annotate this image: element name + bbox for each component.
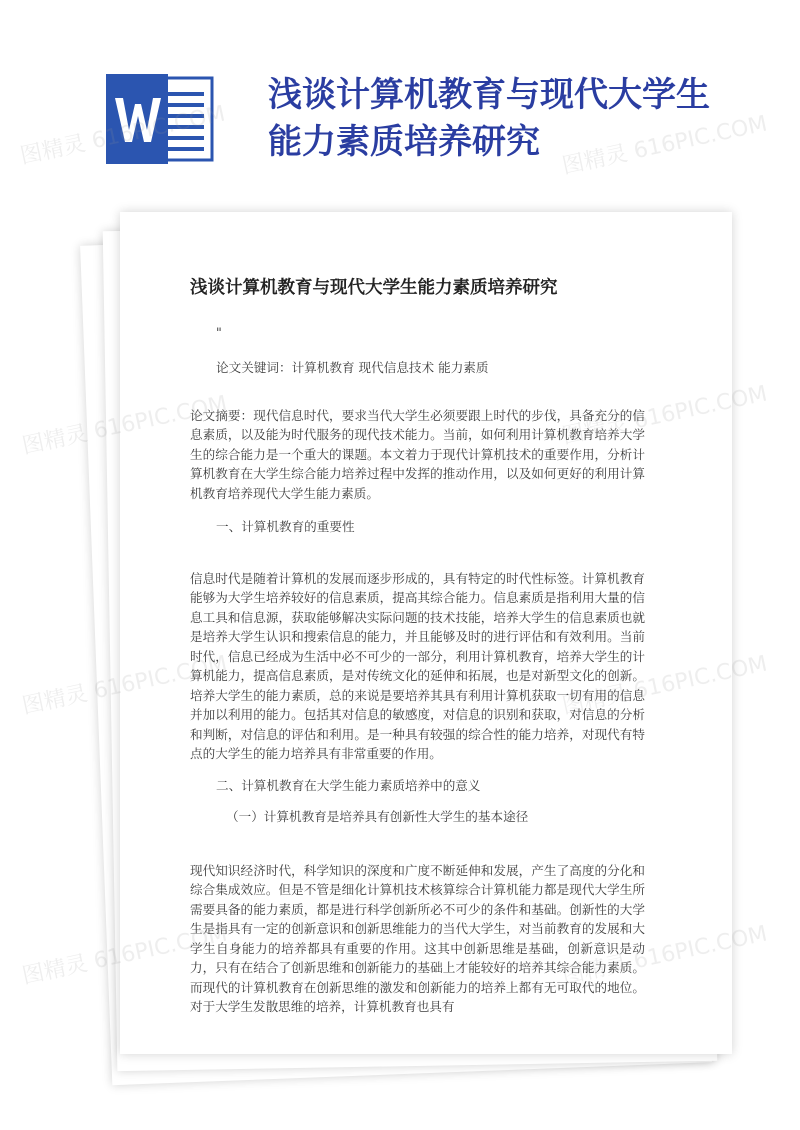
quote-mark: " bbox=[216, 325, 222, 340]
watermark: 图精灵 bbox=[20, 681, 90, 720]
section2-subheading: （一）计算机教育是培养具有创新性大学生的基本途径 bbox=[226, 809, 529, 824]
banner-title-line2: 能力素质培养研究 bbox=[268, 122, 540, 162]
banner-title-line1: 浅谈计算机教育与现代大学生 bbox=[268, 75, 710, 115]
watermark: 图精灵 bbox=[20, 421, 90, 460]
section1-paragraph: 信息时代是随着计算机的发展而逐步形成的，具有特定的时代性标签。计算机教育能够为大学生培养较好的信息素质，提高其综合能力。信息素质是指利用大量的信息工具和信息源，获取能够解决实际问题的技术技能，培养大学生的信息素质也就是培养大学生认识和搜索信息的能力，并且能够及时的进行评估和有效利用。当前时代，信息已经成为生活中必不可少的一部分，利用计算机教育，培养大学生的计算机能力，提高信息素质，是对传统文化的延伸和拓展，也是对新型文化的创新。培养大学生的能力素质，总的来说是要培养其具有利用计算机获取一切有用的信息并加以利用的能力。包括其对信息的敏感度，对信息的识别和获取，对信息的分析和判断，对信息的评估和利用。是一种具有较强的综合性的能力培养，对现代有特点的大学生的能力培养具有非常重要的作用。 bbox=[190, 570, 645, 761]
section2-paragraph: 现代知识经济时代，科学知识的深度和广度不断延伸和发展，产生了高度的分化和综合集成效应。但是不管是细化计算机技术核算综合计算机能力都是现代大学生所需要具备的能力素质，都是进行科学创新所必不可少的条件和基础。创新性的大学生是指具有一定的创新意识和创新思维能力的当代大学生，对当前教育的发展和大学生自身能力的培养都具有重要的作用。这其中创新思维是基础，创新意识是动力，只有在结合了创新思维和创新能力的基础上才能较好的培养其综合能力素质。而现代的计算机教育在创新思维的激发和创新能力的培养上都有无可取代的地位。对于大学生发散思维的培养，计算机教育也具有 bbox=[190, 862, 645, 1014]
abstract: 论文摘要：现代信息时代，要求当代大学生必须要跟上时代的步伐，具备充分的信息素质，以及能为时代服务的现代技术能力。当前，如何利用计算机教育培养大学生的综合能力是一个重大的课题。本文着力于现代计算机技术的重要作用，分析计算机教育在大学生综合能力培养过程中发挥的推动作用，以及如何更好的利用计算机教育培养现代大学生能力素质。 bbox=[190, 407, 645, 501]
document-title: 浅谈计算机教育与现代大学生能力素质培养研究 bbox=[190, 278, 558, 298]
document-body bbox=[190, 276, 645, 1029]
banner bbox=[0, 0, 800, 230]
watermark: 图精灵 616PIC.COM bbox=[560, 111, 770, 180]
watermark: 图精灵 bbox=[20, 951, 90, 990]
section1-heading: 一、计算机教育的重要性 bbox=[216, 519, 355, 534]
word-document-icon bbox=[106, 74, 214, 164]
section2-heading: 二、计算机教育在大学生能力素质培养中的意义 bbox=[216, 777, 481, 793]
watermark: 图精灵 bbox=[18, 131, 88, 170]
keywords: 论文关键词：计算机教育 现代信息技术 能力素质 bbox=[216, 360, 489, 375]
banner-title bbox=[268, 72, 768, 166]
